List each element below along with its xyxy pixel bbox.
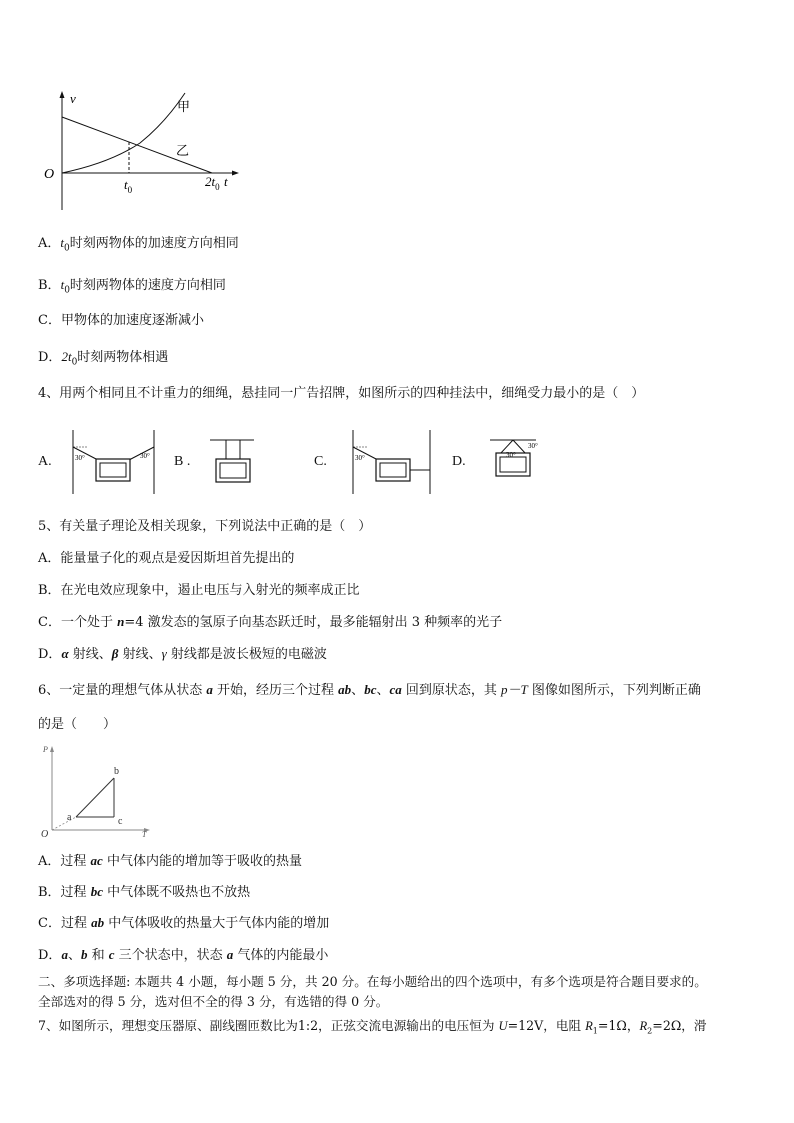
q6-stem-line1: 6、一定量的理想气体从状态 a 开始，经历三个过程 ab、bc、ca 回到原状态，其 p－T 图像如图所示，下列判断正确 <box>38 682 701 698</box>
line-yi-label: 乙 <box>176 143 190 158</box>
q3-option-c[interactable]: C．甲物体的加速度逐渐减小 <box>38 313 204 328</box>
vt-y-label: v <box>70 91 76 106</box>
vt-x-arrow <box>232 171 239 176</box>
q5-option-d[interactable]: D．α 射线、β 射线、γ 射线都是波长极短的电磁波 <box>38 646 327 662</box>
q7-stem: 7、如图所示，理想变压器原、副线圈匝数比为1:2，正弦交流电源输出的电压恒为 U=12V，电阻 $R_1=1\Omega$，$R_2=2\Omega$，滑 <box>38 1018 707 1036</box>
vt-x-label: t <box>224 174 228 189</box>
q6-option-a[interactable]: A．过程 ac 中气体内能的增加等于吸收的热量 <box>38 853 302 869</box>
q6-option-b[interactable]: B．过程 bc 中气体既不吸热也不放热 <box>38 884 251 900</box>
pT-origin: O <box>41 829 49 837</box>
line-yi <box>62 117 212 173</box>
q5-option-b[interactable]: B．在光电效应现象中，遏止电压与入射光的频率成正比 <box>38 583 360 598</box>
q6-stem-line2: 的是（ ） <box>38 717 117 732</box>
section2-heading-line2: 全部选对的得 5 分，选对但不全的得 3 分，有选错的得 0 分。 <box>38 994 389 1009</box>
q4-option-b-label[interactable]: B . <box>174 454 191 469</box>
q4-stem: 4、用两个相同且不计重力的细绳，悬挂同一广告招牌，如图所示的四种挂法中，细绳受力最小的是（ ） <box>38 386 645 401</box>
section2-heading-line1: 二、多项选择题: 本题共 4 小题，每小题 5 分，共 20 分。在每小题给出的四个选项中，有多个选项是符合题目要求的。 <box>38 974 707 989</box>
vt-graph <box>40 85 250 215</box>
pT-x-label: T <box>142 830 147 837</box>
q3-option-b[interactable]: B．$t_0$时刻两物体的速度方向相同 <box>38 277 226 296</box>
q4-option-d-label[interactable]: D. <box>452 454 466 469</box>
q4-option-a-label[interactable]: A. <box>38 454 52 469</box>
tick-2t0: $2t_0$ <box>205 174 220 192</box>
curve-jia <box>62 93 185 173</box>
q4-figure-a[interactable] <box>70 428 158 496</box>
state-a: a <box>67 812 72 823</box>
pT-graph <box>38 742 158 837</box>
q4-option-c-label[interactable]: C. <box>314 454 327 469</box>
q4-figure-b[interactable] <box>208 438 258 490</box>
svg-text:30°: 30° <box>75 454 85 462</box>
q5-option-c[interactable]: C．一个处于 n=4 激发态的氢原子向基态跃迁时，最多能辐射出 3 种频率的光子 <box>38 614 503 630</box>
svg-text:30°: 30° <box>528 442 538 450</box>
q3-option-a[interactable]: A．$t_0$时刻两物体的加速度方向相同 <box>38 235 239 254</box>
q3-option-d[interactable]: D．$2t_0$时刻两物体相遇 <box>38 349 169 368</box>
svg-text:30°: 30° <box>506 451 516 459</box>
q4-figure-c[interactable] <box>350 428 434 496</box>
q6-option-c[interactable]: C．过程 ab 中气体吸收的热量大于气体内能的增加 <box>38 915 330 931</box>
vt-y-arrow <box>60 91 65 98</box>
tick-t0: $t_0$ <box>124 177 133 195</box>
svg-text:30°: 30° <box>140 452 150 460</box>
q5-option-a[interactable]: A．能量量子化的观点是爱因斯坦首先提出的 <box>38 551 295 566</box>
curve-jia-label: 甲 <box>177 99 191 114</box>
q5-stem: 5、有关量子理论及相关现象，下列说法中正确的是（ ） <box>38 519 372 534</box>
pT-y-label: P <box>43 745 48 754</box>
state-c: c <box>118 816 123 827</box>
q6-option-d[interactable]: D．a、b 和 c 三个状态中，状态 a 气体的内能最小 <box>38 947 329 963</box>
svg-text:30°: 30° <box>355 454 365 462</box>
vt-origin: O <box>44 167 55 182</box>
q4-figure-d[interactable] <box>488 436 548 484</box>
process-ab <box>76 778 114 817</box>
state-b: b <box>114 766 119 777</box>
